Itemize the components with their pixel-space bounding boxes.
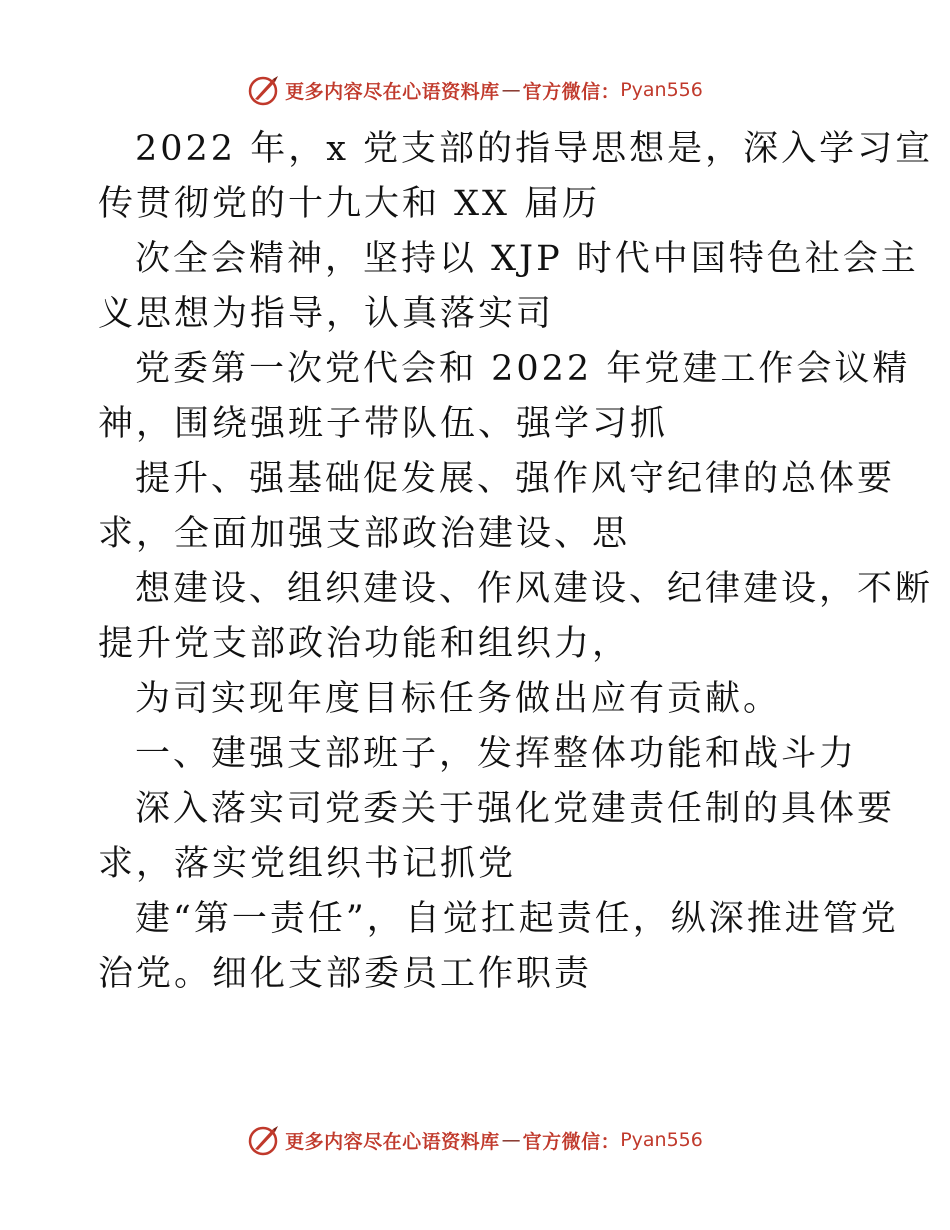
watermark-contact: 官方微信： xyxy=(522,1130,621,1153)
paragraph-line: 党委第一次党代会和 2022 年党建工作会议精 xyxy=(135,349,911,389)
watermark-separator: — xyxy=(501,79,521,101)
paragraph-line: 提升、强基础促发展、强作风守纪律的总体要 xyxy=(135,459,896,499)
paragraph-line: 义思想为指导，认真落实司 xyxy=(98,294,555,334)
watermark-id: Pyan556 xyxy=(620,79,703,101)
footer-watermark xyxy=(0,1120,950,1160)
paragraph-line: 为司实现年度目标任务做出应有贡献。 xyxy=(135,679,782,719)
watermark-contact: 官方微信： xyxy=(522,80,621,103)
quill-logo-icon xyxy=(247,1123,281,1157)
paragraph-line: 深入落实司党委关于强化党建责任制的具体要 xyxy=(135,789,896,829)
document-body xyxy=(98,122,934,1002)
quill-logo-icon xyxy=(247,73,281,107)
paragraph-line: 提升党支部政治功能和组织力， xyxy=(98,624,631,664)
paragraph-line: 治党。细化支部委员工作职责 xyxy=(98,954,593,994)
paragraph-line: 次全会精神，坚持以 XJP 时代中国特色社会主 xyxy=(135,239,919,279)
section-heading: 一、建强支部班子，发挥整体功能和战斗力 xyxy=(135,734,858,774)
paragraph-line: 神，围绕强班子带队伍、强学习抓 xyxy=(98,404,669,444)
paragraph-line: 求，落实党组织书记抓党 xyxy=(98,844,517,884)
paragraph-line: 建“第一责任”，自觉扛起责任，纵深推进管党 xyxy=(135,899,899,939)
watermark-separator: — xyxy=(501,1129,521,1151)
paragraph-line: 想建设、组织建设、作风建设、纪律建设，不断 xyxy=(135,569,934,609)
paragraph-line: 传贯彻党的十九大和 XX 届历 xyxy=(98,184,601,224)
watermark-id: Pyan556 xyxy=(620,1129,703,1151)
paragraph-line: 求，全面加强支部政治建设、思 xyxy=(98,514,631,554)
watermark-text: 更多内容尽在心语资料库 xyxy=(285,1130,500,1153)
paragraph-line: 2022 年，x 党支部的指导思想是，深入学习宣 xyxy=(135,129,934,169)
watermark-text: 更多内容尽在心语资料库 xyxy=(285,80,500,103)
header-watermark xyxy=(0,70,950,110)
